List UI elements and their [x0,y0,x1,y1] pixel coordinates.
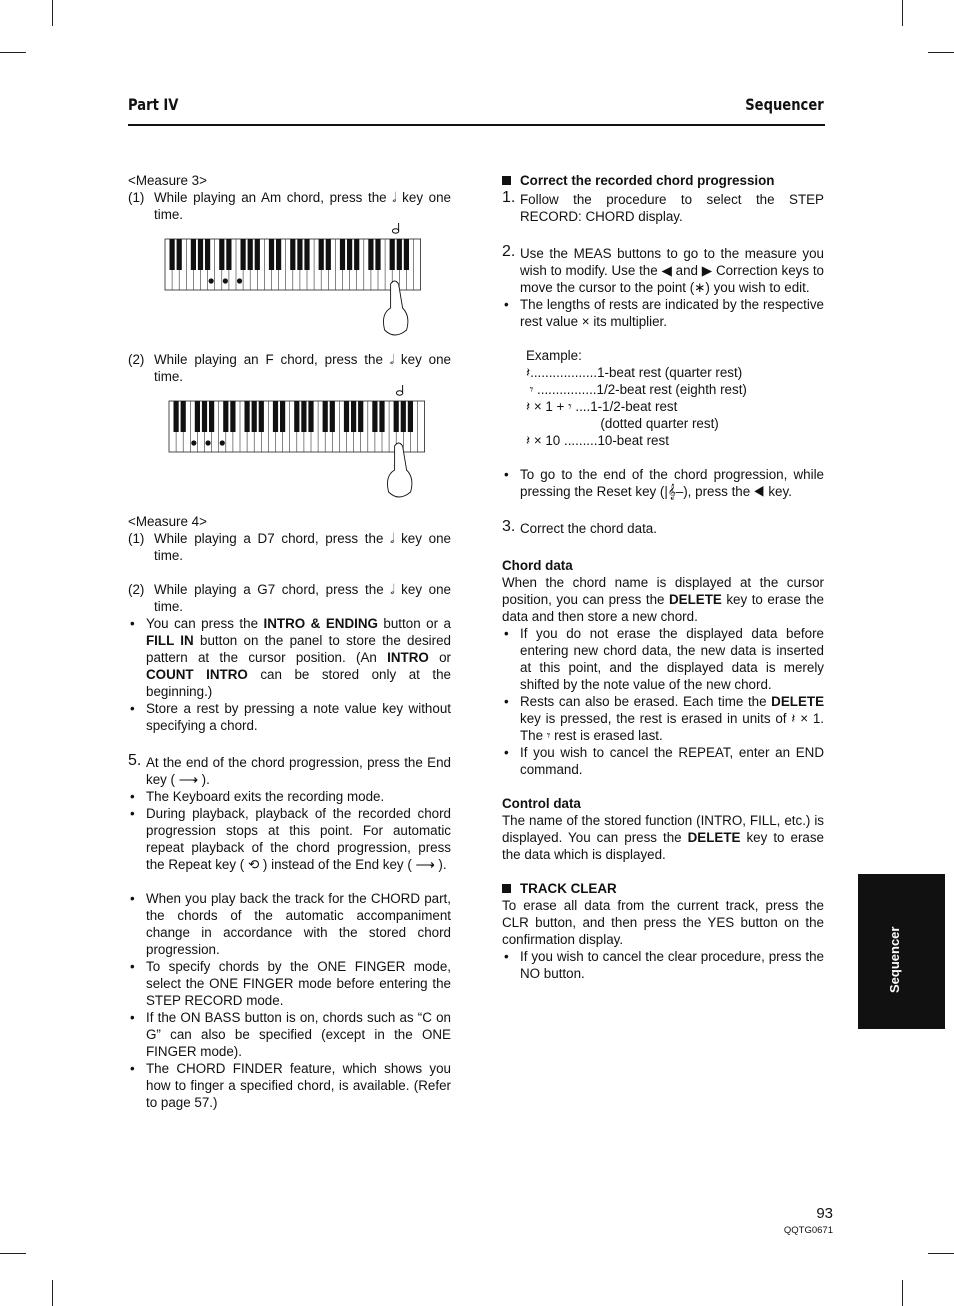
black-key [255,239,260,270]
black-key [269,239,274,270]
step-5: 5. At the end of the chord progression, press the End key ( ⟶̵ ). [128,752,451,787]
step-1: 1. Follow the procedure to select the STEP RECORD: CHORD display. [502,189,824,224]
left-column [128,172,451,1111]
note-store-rest: • Store a rest by pressing a note value key without specifying a chord. [128,700,451,734]
step-2: 2. Use the MEAS buttons to go to the measure you wish to modify. Use the ◀ and ▶ Correction keys to move the cursor to the point (∗) you wish to edit. [502,243,824,295]
measure-4-step-1: (1) While playing a D7 chord, press the 𝅗𝅥 key one time. [128,531,451,563]
note-rest-lengths: • The lengths of rests are indicated by the respective rest value × its multiplier. [502,296,824,330]
page-number: 93 [816,1205,833,1222]
header-rule [128,124,825,126]
rest-example: Example: 𝄽..................1-beat rest (quarter rest) 𝄾 ................1/2-beat rest (eighth rest) 𝄽 × 1 + 𝄾 ....1-1/2-beat rest (dotted quarter rest) 𝄽 × 10 .........10-beat rest [502,347,824,449]
keyboard-diagram-am [128,223,451,351]
side-tab-sequencer: Sequencer [858,874,945,1029]
key-marker-dot [237,278,242,283]
measure-3-heading: <Measure 3> [128,173,207,188]
black-key [259,401,264,432]
note-erase-rest: • Rests can also be erased. Each time the DELETE key is pressed, the rest is erased in units of 𝄽 × 1. The 𝄾 rest is erased last. [502,693,824,744]
black-key [301,401,306,432]
black-key [209,401,214,432]
black-key [404,239,409,270]
black-key [280,401,285,432]
black-key [401,401,406,432]
black-key [340,239,345,270]
black-key [297,239,302,270]
chord-data-title: Chord data [502,558,573,573]
track-clear-text: To erase all data from the current track, press the CLR button, and then press the YES button on the confirmation display. [502,898,824,947]
black-key [344,401,349,432]
section-title-track-clear: TRACK CLEAR [502,880,824,897]
half-note-icon [392,229,398,233]
step-3: 3. Correct the chord data. [502,518,657,536]
black-key [252,401,257,432]
black-key [226,239,231,270]
note-playback-stop: • During playback, playback of the recorded chord progression stops at this point. For automatic repeat playback of the chord progression, press the Repeat key ( ⟲ ) instead of the End key ( ⟶̵ ). [128,805,451,873]
black-key [195,401,200,432]
black-key [354,239,359,270]
black-key [390,239,395,270]
black-key [323,401,328,432]
note-on-bass: • If the ON BASS button is on, chords such as “C on G” can also be specified (except in the ONE FINGER mode). [128,1009,451,1060]
keyboard-am-illustration [128,223,451,351]
square-bullet-icon [502,884,511,893]
black-key [294,401,299,432]
black-key [198,239,203,270]
section-title-correct: Correct the recorded chord progression [502,172,824,189]
example-line: 𝄽 × 10 .........10-beat rest [526,433,669,448]
half-note-icon [396,391,402,395]
example-line: (dotted quarter rest) [526,416,719,431]
black-key [174,401,179,432]
black-key [170,239,175,270]
black-key [223,401,228,432]
black-key [379,401,384,432]
control-data-text: The name of the stored function (INTRO, FILL, etc.) is displayed. You can press the DELETE key to erase the data which is displayed. [502,813,824,862]
crop-mark [0,1253,26,1254]
black-key [248,239,253,270]
black-key [304,239,309,270]
black-key [351,401,356,432]
crop-mark [928,1253,954,1254]
document-code: QQTG0671 [783,1225,833,1236]
note-reset-key: • To go to the end of the chord progression, while pressing the Reset key (|𝄞–), press the ◀ key. [502,466,824,500]
square-bullet-icon [502,176,511,185]
black-key [368,239,373,270]
black-key [375,239,380,270]
note-cancel-repeat: • If you wish to cancel the REPEAT, enter an END command. [502,744,824,778]
section-header-right: Sequencer [745,95,824,114]
key-marker-dot [205,440,210,445]
black-key [219,239,224,270]
note-cancel-clear: • If you wish to cancel the clear procedure, press the NO button. [502,948,824,982]
note-intro-ending: • You can press the INTRO & ENDING button or a FILL IN button on the panel to store the desired pattern at the cursor position. (An INTRO or COUNT INTRO can be stored only at the beginning.) [128,615,451,700]
note-one-finger: • To specify chords by the ONE FINGER mode, select the ONE FINGER mode before entering the STEP RECORD mode. [128,958,451,1009]
right-column [502,172,824,982]
note-chord-finder: • The CHORD FINDER feature, which shows you how to finger a specified chord, is available. (Refer to page 57.) [128,1060,451,1111]
black-key [273,401,278,432]
crop-mark [52,1280,53,1306]
measure-4-heading: <Measure 4> [128,514,207,529]
black-key [358,401,363,432]
black-key [319,239,324,270]
key-marker-dot [223,278,228,283]
black-key [397,239,402,270]
black-key [347,239,352,270]
black-key [177,239,182,270]
black-key [202,401,207,432]
black-key [308,401,313,432]
black-key [205,239,210,270]
crop-mark [902,0,903,26]
black-key [408,401,413,432]
crop-mark [902,1280,903,1306]
measure-3-step-1: (1) While playing an Am chord, press the 𝅗𝅥 key one time. [128,190,451,222]
black-key [372,401,377,432]
measure-4-step-2: (2) While playing a G7 chord, press the 𝅗𝅥 key one time. [128,582,451,614]
keyboard-diagram-f [128,385,451,513]
black-key [191,239,196,270]
section-header-left: Part IV [128,95,179,114]
crop-mark [0,52,26,53]
black-key [290,239,295,270]
key-marker-dot [191,440,196,445]
note-chord-part: • When you play back the track for the CHORD part, the chords of the automatic accompaniment change in accordance with the stored chord progression. [128,890,451,958]
control-data-title: Control data [502,796,581,811]
key-marker-dot [220,440,225,445]
chord-data-text: When the chord name is displayed at the cursor position, you can press the DELETE key to erase the data and then store a new chord. [502,575,825,624]
black-key [330,401,335,432]
black-key [245,401,250,432]
black-key [326,239,331,270]
example-line: 𝄾 ................1/2-beat rest (eighth rest) [526,382,747,397]
measure-3-step-2: (2) While playing an F chord, press the 𝅗𝅥 key one time. [128,352,451,384]
crop-mark [928,52,954,53]
example-line: 𝄽..................1-beat rest (quarter rest) [526,365,743,380]
black-key [241,239,246,270]
crop-mark [52,0,53,26]
example-line: 𝄽 × 1 + 𝄾 ....1-1/2-beat rest [526,399,678,414]
key-marker-dot [209,278,214,283]
black-key [394,401,399,432]
black-key [181,401,186,432]
note-insert: • If you do not erase the displayed data before entering new chord data, the new data is inserted at this point, and the displayed data is merely shifted by the note value of the new chord. [502,625,824,693]
black-key [276,239,281,270]
black-key [230,401,235,432]
keyboard-f-illustration [128,385,451,513]
note-exit-recording: • The Keyboard exits the recording mode. [128,788,451,805]
